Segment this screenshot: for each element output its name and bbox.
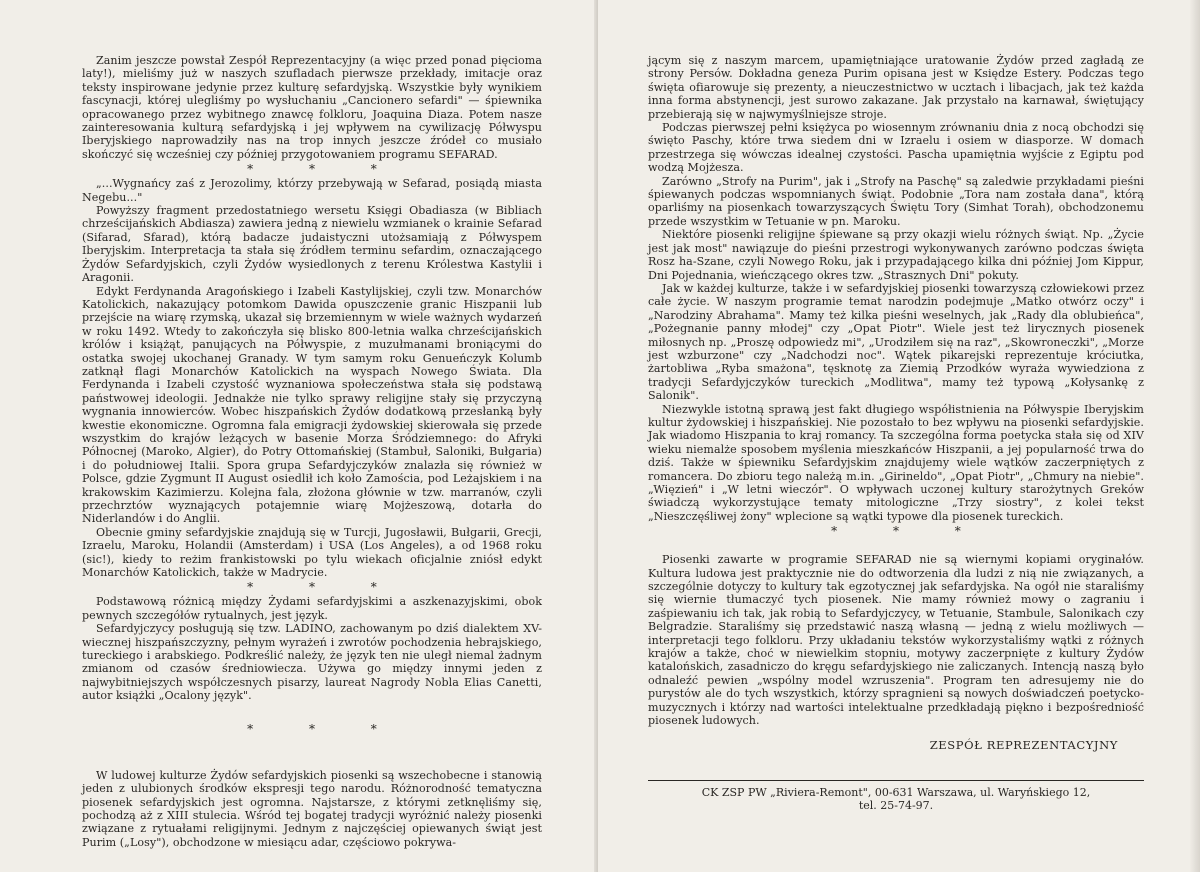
paragraph: Podstawową różnicą między Żydami sefardyjskimi a aszkenazyjskimi, obok pewnych szczegółów rytualnych, jest język.	[82, 595, 542, 622]
paragraph: jącym się z naszym marcem, upamiętniające uratowanie Żydów przed zagładą ze strony Persów. Dokładna geneza Purim opisana jest w Księdze Estery. Podczas tego święta ofiarowuje się prezenty, a nieuczestnictwo w ucztach i libacjach, jak też każda inna forma abstynencji, jest surowo zakazane. Jak przystało na karnawał, świętujący przebierają się w najwymyślniejsze stroje.	[648, 54, 1144, 121]
paragraph: Obecnie gminy sefardyjskie znajdują się w Turcji, Jugosławii, Bułgarii, Grecji, Izraelu, Maroku, Holandii (Amsterdam) i USA (Los Angeles), a od 1968 roku (sic!), kiedy to reżim frankistowski po tylu wiekach oficjalnie zniósł edykt Monarchów Katolickich, także w Madrycie.	[82, 525, 542, 580]
paragraph: Podczas pierwszej pełni księżyca po wiosennym zrównaniu dnia z nocą obchodzi się święto Paschy, które trwa siedem dni w Izraelu i osiem w diasporze. W domach przestrzega się wówczas idealnej czystości. Pascha upamiętnia wyjście z Egiptu pod wodzą Mojżesza.	[648, 121, 1144, 175]
paragraph: Jak w każdej kulturze, także i w sefardyjskiej piosenki towarzyszą człowiekowi przez całe życie. W naszym programie temat narodzin podejmuje „Matko otwórz oczy" i „Narodziny Abrahama". Mamy też kilka pieśni weselnych, jak „Rady dla oblubieńca", „Pożegnanie panny młodej" czy „Opat Piotr". Wiele jest też lirycznych piosenek miłosnych np. „Proszę odpowiedz mi", „Urodziłem się na raz", „Skowroneczki", „Morze jest wzburzone" czy „Nadchodzi noc". Wątek pikarejski reprezentuje króciutka, żartobliwa „Ryba smażona", tęsknotę za Ziemią Przodków wyraża wywiedziona z tradycji Sefardyjczyków tureckich „Modlitwa", mamy też typową „Kołysankę z Salonik".	[648, 281, 1144, 403]
signature: ZESPÓŁ REPREZENTACYJNY	[929, 737, 1118, 752]
paragraph: „...Wygnańcy zaś z Jerozolimy, którzy przebywają w Sefarad, posiądą miasta Negebu..."	[82, 177, 542, 204]
paragraph: Powyższy fragment przedostatniego wersetu Księgi Obadiasza (w Bibliach chrześcijańskich Abdiasza) zawiera jedną z niewielu wzmianek o krainie Sefarad (Sifarad, Sfarad), którą badacze judaistyczni utożsamiają z Półwyspem Iberyjskim. Interpretacja ta stała się źródłem terminu sefardim, oznaczającego Żydów Sefardyjskich, czyli Żydów wysiedlonych z terenu Królestwa Kastylii i Aragonii.	[82, 204, 542, 285]
paragraph: Zarówno „Strofy na Purim", jak i „Strofy na Paschę" są zaledwie przykładami pieśni śpiewanych podczas wspomnianych świąt. Podobnie „Tora nam została dana", którą oparliśmy na piosenkach towarzyszących Świętu Tory (Simhat Torah), obchodzonemu przede wszystkim w Tetuanie w pn. Maroku.	[648, 174, 1144, 228]
left-text-column	[82, 54, 542, 849]
paragraph: Piosenki zawarte w programie SEFARAD nie są wiernymi kopiami oryginałów. Kultura ludowa jest praktycznie nie do odtworzenia dla ludzi z nią nie związanych, a szczególnie dotyczy to kultury tak egzotycznej jak sefardyjska. Na ogół nie staraliśmy się wiernie tłumaczyć tych piosenek. Nie mamy również mowy o zagraniu i zaśpiewaniu ich tak, jak robią to Sefardyjczycy, w Tetuanie, Stambule, Salonikach czy Belgradzie. Staraliśmy się przedstawić naszą własną — jedną z wielu możliwych — interpretacji tego folkloru. Przy układaniu tekstów wykorzystaliśmy wątki z różnych krajów a także, choć w niewielkim stopniu, motywy zaczerpnięte z kultury Żydów katalońskich, zasadniczo do kręgu sefardyjskiego nie zaliczanych. Intencją naszą było odnaleźć pewien „wspólny model wzruszenia". Program ten adresujemy nie do purystów ale do tych wszystkich, którzy spragnieni są nowych doświadczeń poetycko-muzycznych i którzy nad wartości intelektualne przedkładają piękno i bezpośredniość piosenek ludowych.	[648, 553, 1144, 728]
section-separator: * * *	[247, 580, 403, 595]
paragraph: Edykt Ferdynanda Aragońskiego i Izabeli Kastylijskiej, czyli tzw. Monarchów Katolickich, nakazujący potomkom Dawida opuszczenie granic Hiszpanii lub przejście na wiarę rzymską, ukazał się brzemiennym w wiele ważnych wydarzeń w roku 1492. Wtedy to zakończyła się blisko 800-letnia walka chrześcijańskich królów i książąt, panujących na Półwyspie, z muzułmanami broniącymi do ostatka swojej ukochanej Granady. W tym samym roku Genueńczyk Kolumb zatknął flagi Monarchów Katolickich na wyspach Nowego Świata. Dla Ferdynanda i Izabeli czystość wyznaniowa społeczeństwa stała się podstawą państwowej ideologii. Jednakże nie tylko sprawy religijne stały się przyczyną wygnania innowierców. Wobec hiszpańskich Żydów dodatkową przesłanką były kwestie ekonomiczne. Ogromna fala emigracji żydowskiej skierowała się przede wszystkim do krajów leżących w basenie Morza Śródziemnego: do Afryki Północnej (Maroko, Algier), do Potry Ottomańskiej (Stambuł, Saloniki, Bułgaria) i do południowej Italii. Spora grupa Sefardyjczyków znalazła się również w Polsce, gdzie Zygmunt II August osiedlił ich koło Zamościa, pod Leżajskiem i na krakowskim Kazimierzu. Kolejna fala, złożona głównie w tzw. marranów, czyli przechrztów wyznających potajemnie wiarę Mojżeszową, dotarła do Niderlandów i do Anglii.	[82, 284, 542, 526]
imprint-line: CK ZSP PW „Riviera-Remont", 00-631 Warszawa, ul. Waryńskiego 12,	[701, 785, 1091, 799]
page-edge	[1190, 0, 1200, 872]
imprint-phone: tel. 25-74-97.	[858, 798, 934, 812]
paragraph: Niezwykle istotną sprawą jest fakt długiego współistnienia na Półwyspie Iberyjskim kultur żydowskiej i hiszpańskiej. Nie pozostało to bez wpływu na piosenki sefardyjskie. Jak wiadomo Hiszpania to kraj romancy. Ta szczególna forma poetycka stała się od XIV wieku niemalże sposobem myślenia mieszkańców Hiszpanii, a jej popularność trwa do dziś. Także w śpiewniku Sefardyjskim znajdujemy wiele wątków zaczerpniętych z romancera. Do zbioru tego należą m.in. „Girineldo", „Opat Piotr", „Chmury na niebie". „Więzień" i „W letni wieczór". O wpływach uczonej kultury starożytnych Greków świadczą wykorzystujące tematy mitologiczne „Trzy siostry", z kolei tekst „Nieszczęśliwej żony" wplecione są wątki typowe dla piosenek tureckich.	[648, 402, 1144, 523]
right-text-column	[648, 54, 1144, 812]
spacer	[648, 539, 1144, 553]
right-page	[598, 0, 1200, 872]
left-page	[0, 0, 598, 872]
section-separator: * * *	[247, 162, 403, 177]
paragraph: W ludowej kulturze Żydów sefardyjskich piosenki są wszechobecne i stanowią jeden z ulubionych środków ekspresji tego narodu. Różnorodność tematyczna piosenek sefardyjskich jest ogromna. Najstarsze, z którymi zetknęliśmy się, pochodzą aż z XIII stulecia. Wśród tej bogatej tradycji wyróżnić należy piosenki związane z rytuałami religijnymi. Jednym z najczęściej opiewanych świąt jest Purim („Losy"), obchodzone w miesiącu adar, częściowo pokrywa-	[82, 768, 542, 849]
paragraph: Sefardyjczycy posługują się tzw. LADINO, zachowanym po dziś dialektem XV-wiecznej hiszpańszczyzny, pełnym wyrażeń i zwrotów pochodzenia hebrajskiego, tureckiego i arabskiego. Podkreślić należy, że język ten nie uległ niemal żadnym zmianom od czasów średniowiecza. Używa go między innymi jeden z najwybitniejszych współczesnych pisarzy, laureat Nagrody Nobla Elias Canetti, autor książki „Ocalony język".	[82, 622, 542, 703]
paragraph: Niektóre piosenki religijne śpiewane są przy okazji wielu różnych świąt. Np. „Życie jest jak most" nawiązuje do pieśni przestrogi wykonywanych zarówno podczas święta Rosz ha-Szane, czyli Nowego Roku, jak i przypadającego kilka dni później Jom Kippur, Dni Pojednania, wieńczącego okres tzw. „Strasznych Dni" pokuty.	[648, 228, 1144, 282]
section-separator: * * *	[831, 524, 987, 539]
paragraph: Zanim jeszcze powstał Zespół Reprezentacyjny (a więc przed ponad pięciomа laty!), mieliśmy już w naszych szufladach pierwsze przekłady, imitacje oraz teksty inspirowane jedynie przez kulturę sefardyjską. Wszystkie były wynikiem fascynacji, której ulegliśmy po wysłuchaniu „Cancionero sefardi" — śpiewnika opracowanego przez wybitnego znawcę folkloru, Joaquina Diaza. Potem nasze zainteresowania kulturą sefardyjską i jej wpływem na cywilizację Półwyspu Iberyjskiego naprowadziły nas na trop innych jeszcze źródeł co musiało skończyć się wcześniej czy później przygotowaniem programu SEFARAD.	[82, 54, 542, 161]
imprint-rule	[648, 780, 1144, 781]
section-separator: * * *	[247, 721, 403, 736]
